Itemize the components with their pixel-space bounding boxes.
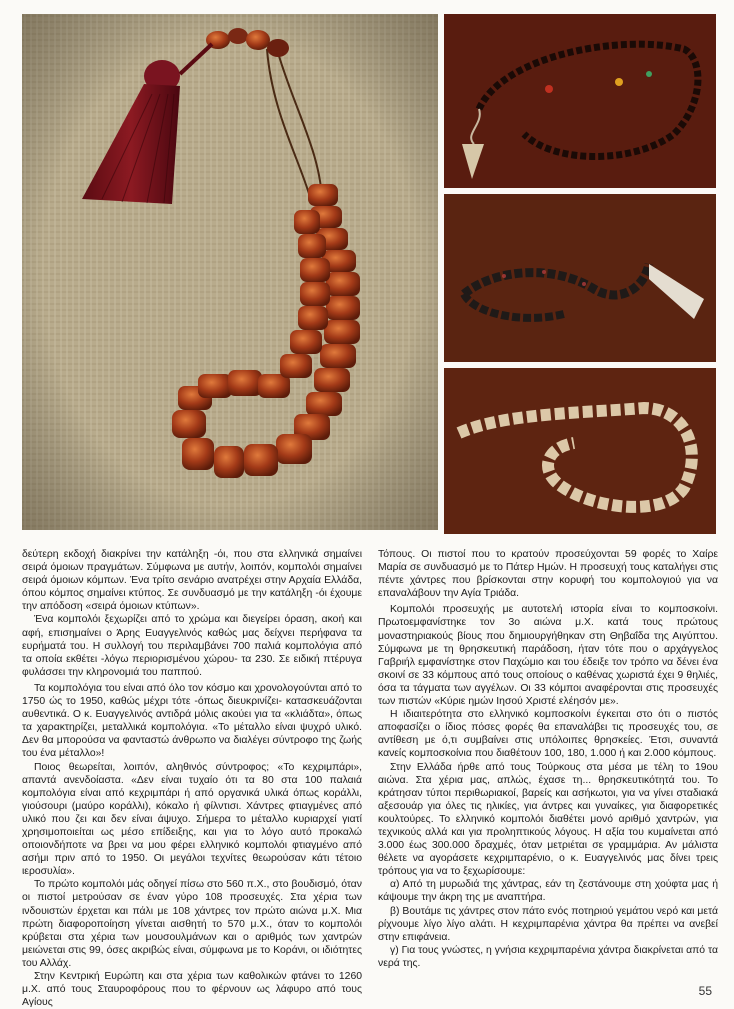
article-paragraph: Ένα κομπολόι ξεχωρίζει από το χρώμα και διεγείρει όραση, ακοή και αφή, επισημαίνει ο Άρης Ευαγγελινός καθώς μας δείχνει περήφανα τα ευρήματά του. Η συλλογή του περιλαμβάνει 700 παλιά κομπολόγια από τα οποία εκθέτει -λόγω περιορισμένου χώρου- τα 230. Σε ειδική πτέρυγα φυλάσσει την κληρονομιά του παππού. (22, 614, 362, 678)
article-paragraph: Τα κομπολόγια του είναι από όλο τον κόσμο και χρονολογούνται από το 1750 ώς το 1950, καθώς μέχρι τότε -όπως διευκρινίζει- κατασκευάζονται αυθεντικά. Ο κ. Ευαγγελινός αντιδρά μόλις ακούει για τα «κλιάδτα», όπως τα χαρακτηρίζει, μεταλλικά κομπολόγια. «Το μέταλλο είναι ψυχρό υλικό. Δεν θα μπορούσα να φανταστώ άνθρωπο να διαλέγει σύντροφο της ζωής του ένα μέταλλο»! (22, 682, 362, 760)
article-paragraph: Στην Ελλάδα ήρθε από τους Τούρκους στα μέσα με τέλη το 19ου αιώνα. Στα χέρια μας, απλώς, έχασε τη... θρησκευτικότητά του. Το κράτησαν τύποι περιθωριακοί, βαρείς και ασήκωτοι, για να γίνει σταδιακά αξεσουάρ για όλες τις ηλικίες, για άντρες και γυναίκες, για διαφορετικές κουλτούρες. Το ελληνικό κομπολόι διαθέτει μονό αριθμό χαντρών, για τεχνικούς αλλά και για προληπτικούς λόγους. Η αξία του κυμαίνεται από 3.000 έως 300.000 δραχμές, όταν μετριέται σε γραμμάρια. Αν μάλιστα θέλετε να αγοράσετε κεχριμπαρένιο, ο κ. Ευαγγελινός μας δίνει τρεις τρόπους για να το ξεχωρίσουμε: (378, 761, 718, 878)
wooden-beads-illustration (444, 368, 716, 534)
page-number: 55 (698, 984, 712, 998)
photo-enamel-bead-strand (444, 194, 716, 362)
enamel-beads-illustration (444, 194, 716, 362)
article-column-left (22, 548, 362, 1009)
photo-wooden-bead-strand (444, 368, 716, 534)
amber-komboloi-illustration (22, 14, 438, 530)
article-column-right (378, 548, 718, 970)
tip-item: γ) Για τους γνώστες, η γνήσια κεχριμπαρένια χάντρα διακρίνεται από τα νερά της. (378, 944, 718, 969)
article-paragraph: Ποιος θεωρείται, λοιπόν, αληθινός σύντροφος; «Το κεχριμπάρι», απαντά ανενδοίαστα. «Δεν είναι τυχαίο ότι τα 80 στα 100 παλαιά κομπολόγια είναι από κεχριμπάρι ή από οργανικά υλικά όπως κοράλλι, γιούσουρι (μαύρο κοράλλι), κόκαλο ή φίλντισι. Χάντρες φτιαγμένες από υλικό που ζει και δεν είναι άψυχο. Σήμερα το μέταλλο κυριαρχεί γιατί χρησιμοποιείται ως μέσο επίδειξης, και για το λόγο αυτό προκαλώ οποιονδήποτε να βρει να μου φέρει ελληνικό κομπολόι φτιαγμένο από ασήμι πριν από το 1950. Οι μεγάλοι τεχνίτες θεωρούσαν κάτι τέτοιο ιεροσυλία». (22, 761, 362, 878)
article-paragraph: Στην Κεντρική Ευρώπη και στα χέρια των καθολικών φτάνει το 1260 μ.Χ. από τους Σταυροφόρους που το φέρνουν ως λάφυρο από τους Αγίους (22, 971, 362, 1009)
dark-beads-illustration (444, 14, 716, 188)
main-photo-amber-komboloi (22, 14, 438, 530)
article-paragraph: Η ιδιαιτερότητα στο ελληνικό κομποσκοίνι έγκειται στο ότι ο πιστός αποφασίζει ο ίδιος πόσες φορές θα επαναλάβει τις προσευχές του, σε αντίθεση με ό,τι συμβαίνει στις υπόλοιπες θρησκείες. Έτσι, συναντά κανείς κομποσκοίνια που διαθέτουν 100, 180, 1.000 ή και 2.000 κόμπους. (378, 709, 718, 760)
article-paragraph: Το πρώτο κομπολόι μάς οδηγεί πίσω στο 560 π.Χ., στο βουδισμό, όταν οι πιστοί μετρούσαν σε έναν γύρο 108 προσευχές. Στα χέρια των ινδουιστών έρχεται και πάλι με 108 χάντρες τον πρώτο αιώνα μ.Χ. Μια πρώτη διαφοροποίηση γίνεται αισθητή το 570 μ.Χ., όταν το κομπολόι κρύβεται στα χέρια των μουσουλμάνων και ο αριθμός των χαντρών μειώνεται στις 99, όσες ακριβώς είναι, σύμφωνα με το Κοράνι, οι ιδιότητες του Αλλάχ. (22, 879, 362, 969)
tip-item: β) Βουτάμε τις χάντρες στον πάτο ενός ποτηριού γεμάτου νερό και μετά ρίχνουμε λίγο λίγο αλάτι. Η κεχριμπαρένια χάντρα θα πρέπει να ανεβεί στην επιφάνεια. (378, 905, 718, 943)
tip-item: α) Από τη μυρωδιά της χάντρας, εάν τη ζεστάνουμε στη χούφτα μας ή κάψουμε την άκρη της με αναπτήρα. (378, 879, 718, 904)
photo-dark-bead-strand (444, 14, 716, 188)
article-paragraph: δεύτερη εκδοχή διακρίνει την κατάληξη -όι, που στα ελληνικά σημαίνει σειρά όμοιων πραγμάτων. Σύμφωνα με αυτήν, λοιπόν, κομπολόι σημαίνει σειρά όμοιων κόμπων. Ένα τρίτο σενάριο ανατρέχει στην Αρχαία Ελλάδα, όπου κόμπος σημαίνει κτύπος. Σε συνδυασμό με την κατάληξη -όι έχουμε την απόδοση «σειρά όμοιων κτύπων». (22, 549, 362, 613)
article-paragraph: Τόπους. Οι πιστοί που το κρατούν προσεύχονται 59 φορές το Χαίρε Μαρία σε συνδυασμό με το Πάτερ Ημών. Η προσευχή τους καταλήγει στις πέντε χάντρες που βρίσκονται στην κορυφή του κομπολογιού για να επαναλάβουν την Αγία Τριάδα. (378, 549, 718, 600)
article-paragraph: Κομπολόι προσευχής με αυτοτελή ιστορία είναι το κομποσκοίνι. Πρωτοεμφανίστηκε τον 3ο αιώνα μ.Χ. κατά τους πρώτους μοναστηριακούς βίους που δημιουργήθηκαν στη Θηβαΐδα της Αιγύπτου. Σύμφωνα με τη θρησκευτική παράδοση, ήταν τότε που ο αρχάγγελος Γαβριήλ εμφανίστηκε στον Παχώμιο και του έδειξε τον τρόπο να δένει ένα σκοινί σε 33 κόμπους από τους οποίους ο καθένας χωριστά έχει 9 θηλιές, όσα τα τάγματα των αγγέλων. Οι 33 κόμποι αναφέρονται στις προσευχές των πιστών «Κύριε ημών Ιησού Χριστέ ελέησόν με». (378, 604, 718, 708)
